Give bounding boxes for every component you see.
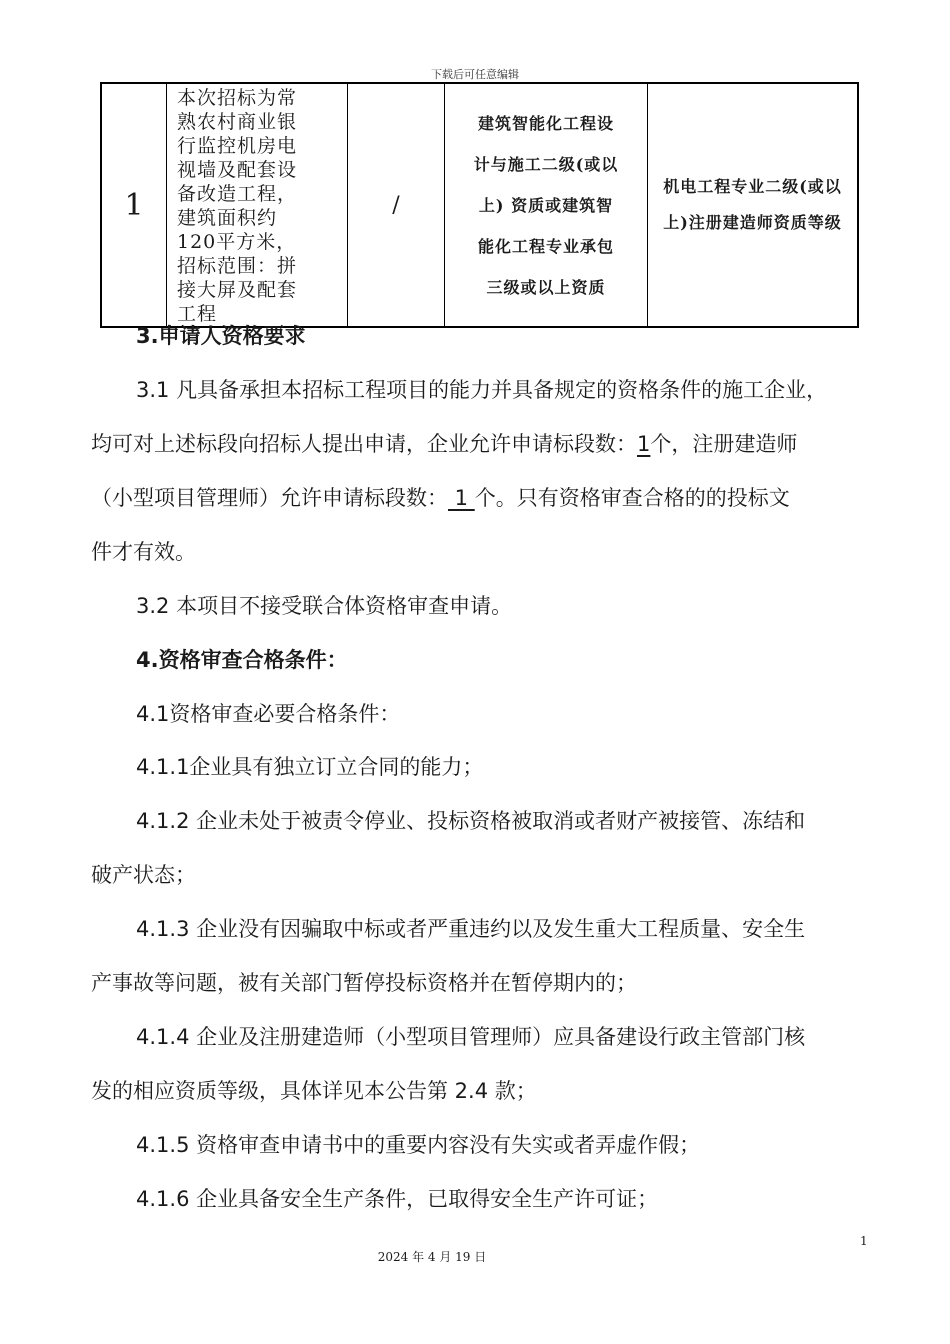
qualification-line: 计与施工二级(或以 — [473, 154, 619, 174]
para-4-1-2-line2: 破产状态； — [91, 863, 196, 887]
para-3-1-line3 — [91, 482, 790, 512]
row-number: 1 — [101, 83, 167, 327]
description-line: 备改造工程， — [177, 183, 298, 205]
description-line: 行监控机房电 — [177, 135, 298, 157]
builder-qualification — [648, 83, 859, 327]
project-description — [167, 83, 348, 327]
para-3-1-line4: 件才有效。 — [91, 540, 196, 564]
qualification-line: 上) 资质或建筑智 — [478, 195, 614, 215]
header-note: 下载后可任意编辑 — [431, 68, 519, 81]
para-4-1-4-line1: 4.1.4 企业及注册建造师（小型项目管理师）应具备建设行政主管部门核 — [136, 1025, 806, 1049]
manager-bid-count-underlined: 1 — [448, 486, 475, 510]
text: 个。只有资格审查合格的的投标文 — [474, 486, 790, 510]
text: （小型项目管理师）允许申请标段数： — [91, 486, 448, 510]
qualification-table — [100, 82, 859, 328]
description-line: 120平方米， — [177, 231, 297, 253]
section-4-title: 4.资格审查合格条件： — [136, 648, 348, 672]
description-line: 熟农村商业银 — [177, 111, 298, 133]
para-4-1-2-line1: 4.1.2 企业未处于被责令停业、投标资格被取消或者财产被接管、冻结和 — [136, 809, 806, 833]
bid-count-underlined: 1 — [637, 432, 651, 456]
description-line: 接大屏及配套 — [177, 279, 298, 301]
page-number: 1 — [860, 1234, 868, 1248]
table-row — [101, 83, 858, 327]
para-4-1-4-line2: 发的相应资质等级，具体详见本公告第 2.4 款； — [91, 1079, 537, 1103]
description-line: 工程 — [177, 303, 218, 325]
registration-line: 上)注册建造师资质等级 — [663, 213, 842, 232]
para-4-1-6: 4.1.6 企业具备安全生产条件，已取得安全生产许可证； — [136, 1187, 659, 1211]
description-line: 视墙及配套设 — [177, 159, 298, 181]
empty-cell-slash: / — [348, 83, 445, 327]
footer-date: 2024 年 4 月 19 日 — [377, 1250, 487, 1264]
description-line: 招标范围：拼 — [177, 255, 298, 277]
para-4-1-5: 4.1.5 资格审查申请书中的重要内容没有失实或者弄虚作假； — [136, 1133, 701, 1157]
enterprise-qualification — [445, 83, 648, 327]
qualification-line: 三级或以上资质 — [486, 277, 606, 297]
qualification-line: 能化工程专业承包 — [477, 236, 614, 256]
registration-line: 机电工程专业二级(或以 — [663, 177, 842, 196]
text: 均可对上述标段向招标人提出申请，企业允许申请标段数： — [91, 432, 637, 456]
para-4-1-3-line2: 产事故等问题，被有关部门暂停投标资格并在暂停期内的； — [91, 971, 637, 995]
para-3-1-line1: 3.1 凡具备承担本招标工程项目的能力并具备规定的资格条件的施工企业， — [136, 378, 828, 402]
section-3-title: 3.申请人资格要求 — [136, 324, 306, 348]
para-4-1: 4.1资格审查必要合格条件： — [136, 702, 401, 726]
para-3-1-line2 — [91, 428, 797, 458]
para-3-2: 3.2 本项目不接受联合体资格审查申请。 — [136, 594, 513, 618]
description-line: 建筑面积约 — [177, 207, 278, 229]
text: 个，注册建造师 — [650, 432, 798, 456]
para-4-1-1: 4.1.1企业具有独立订立合同的能力； — [136, 755, 484, 779]
para-4-1-3-line1: 4.1.3 企业没有因骗取中标或者严重违约以及发生重大工程质量、安全生 — [136, 917, 806, 941]
qualification-line: 建筑智能化工程设 — [477, 113, 614, 133]
description-line: 本次招标为常 — [177, 87, 298, 109]
